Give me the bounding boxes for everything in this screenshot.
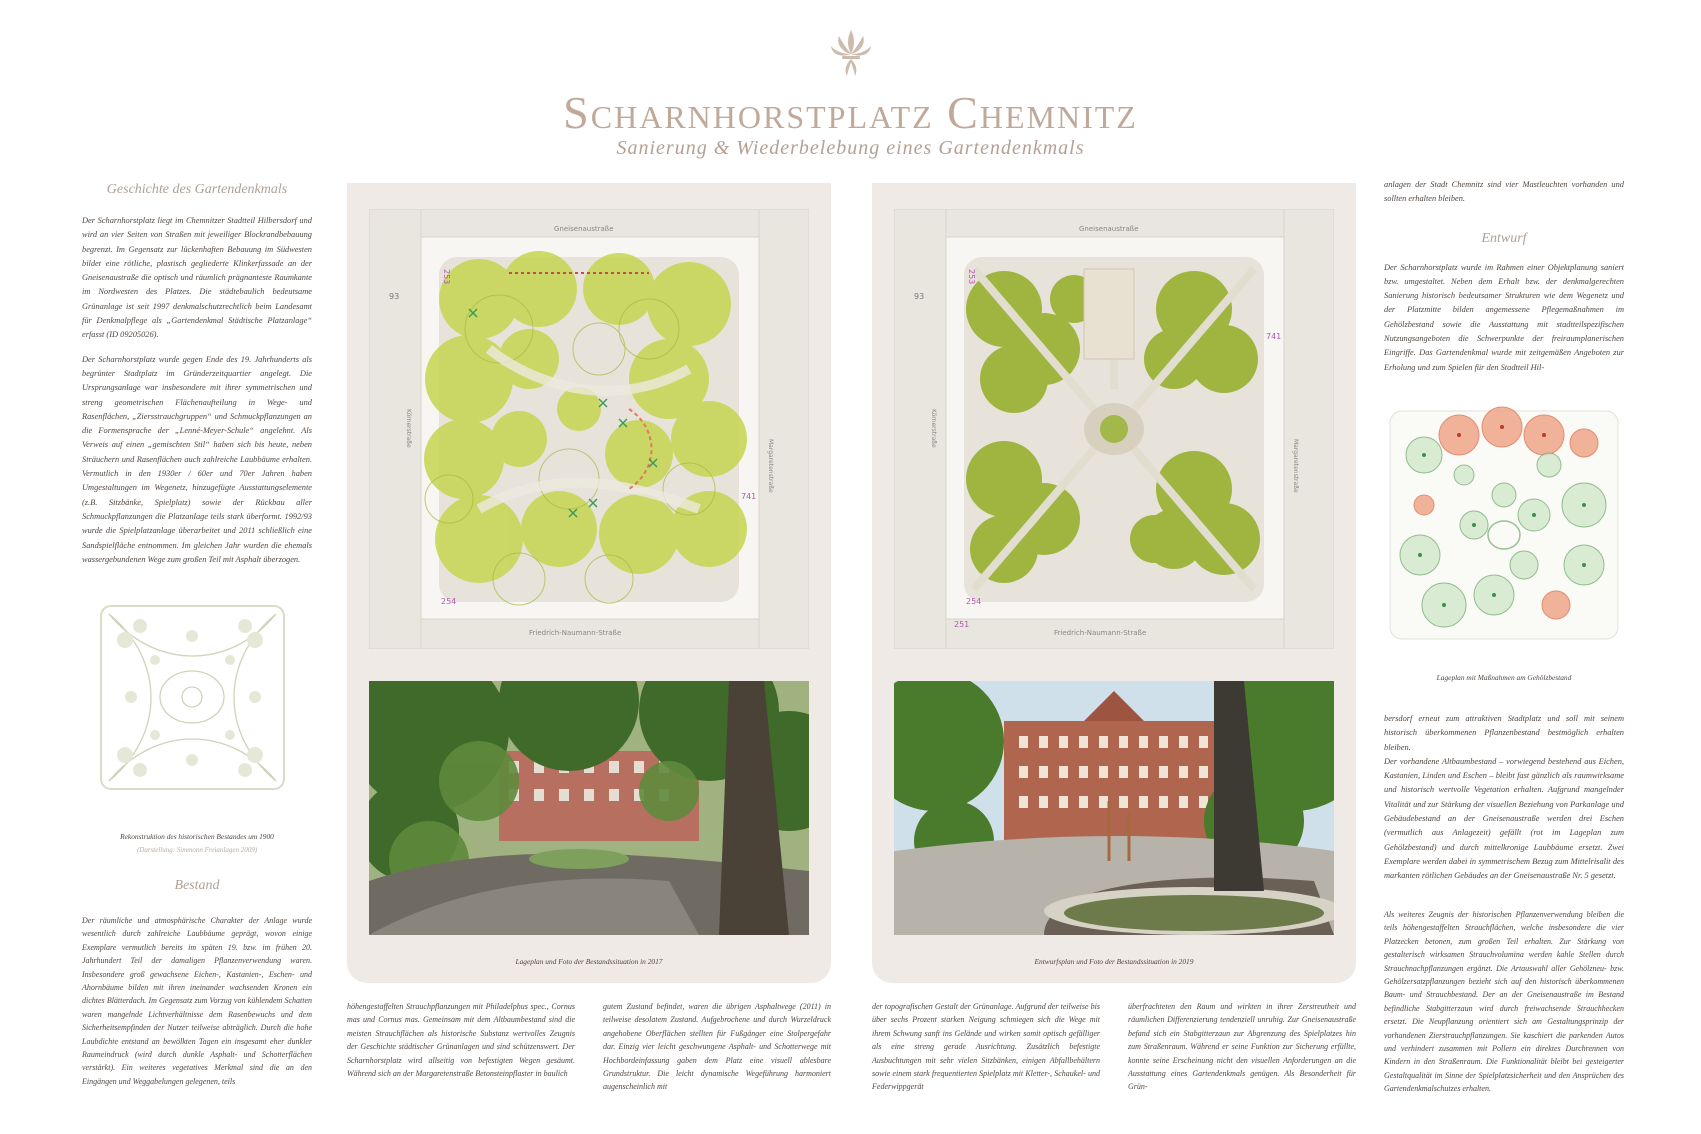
reconstruction-caption: Rekonstruktion des historischen Bestandes um 1900 bbox=[120, 832, 274, 841]
site-plan-existing bbox=[369, 209, 809, 649]
svg-text:251: 251 bbox=[954, 620, 970, 629]
site-plan-existing-graphic bbox=[369, 209, 809, 649]
svg-text:Friedrich-Naumann-Straße: Friedrich-Naumann-Straße bbox=[529, 629, 622, 637]
paragraph-right-top: anlagen der Stadt Chemnitz sind vier Mastleuchten vorhanden und sollten erhalten bleiben. bbox=[1384, 180, 1624, 204]
page-subtitle: Sanierung & Wiederbelebung eines Gartendenkmals bbox=[616, 137, 1085, 159]
paragraph-right-bottom: Als weiteres Zeugnis der historischen Pflanzenverwendung bleiben die teils höhengestaffelten Strauchflächen, welche insbesondere die vier Platzecken betonen, zum großen Teil erhalten. Zur Stärkung von gestalterisch wirksamen Strauchvolumina werden kahle Stellen durch Strauchnachpflanzungen ergänzt. Die Artauswahl aller Gehölzneu- bzw. Gehölzersatzpflanzungen bezieht sich auf den historisch überkommenen Baum- und Strauchbestand. Der an der Gneisenaustraße im Bestand befindliche Stabgitterzaun wird durch freiwachsende Strauchhecken ersetzt. Die Neupflanzung orientiert sich am Gestaltungsprinzip der vorhandenen Zierstrauchpflanzungen. Sie kaschiert die parkenden Autos und verhindert zusammen mit Pollern ein direktes Durchrennen von Kindern in den Straßenraum. Die Funktionalität bleibt bei gesteigerter Gestaltqualität im Sinne der Spielplatzsicherheit und den Ansprüchen des Gartendenkmalschutzes erhalten. bbox=[1384, 910, 1624, 1094]
heading-entwurf: Entwurf bbox=[1481, 230, 1527, 246]
map-caption: Lageplan mit Maßnahmen am Gehölzbestand bbox=[1436, 673, 1572, 682]
tree-measures-map bbox=[1384, 405, 1624, 645]
svg-text:254: 254 bbox=[441, 597, 457, 606]
site-plan-design-graphic bbox=[894, 209, 1334, 649]
panel2-caption: Entwurfsplan und Foto der Bestandssituation in 2019 bbox=[1034, 957, 1194, 966]
right-column-lower bbox=[1384, 712, 1624, 894]
svg-text:254: 254 bbox=[966, 597, 982, 606]
center-text-col2: gutem Zustand befindet, waren die übrigen Asphaltwege (2011) in teilweise desolatem Zustand. Aufgebrochene und durch Wurzeldruck angehobene Oberflächen stellten für Fußgänger eine Stolpergefahr dar. Einzig vier leicht geschwungene Asphalt- und Schotterwege mit Hochbordeinfassung gaben dem Platz eine visuell ablesbare Grundstruktur. Die leicht dynamische Wegeführung harmoniert augenscheinlich mit bbox=[603, 1002, 831, 1092]
svg-text:Friedrich-Naumann-Straße: Friedrich-Naumann-Straße bbox=[1054, 629, 1147, 637]
historical-reconstruction-drawing bbox=[95, 600, 290, 795]
svg-text:253: 253 bbox=[967, 269, 976, 285]
svg-text:Körnerstraße: Körnerstraße bbox=[405, 409, 412, 448]
right-column bbox=[1384, 178, 1624, 385]
right-column-bottom bbox=[1384, 900, 1624, 1104]
svg-text:Gneisenaustraße: Gneisenaustraße bbox=[1079, 225, 1139, 233]
svg-text:Margaretenstraße: Margaretenstraße bbox=[767, 439, 774, 493]
svg-text:Körnerstraße: Körnerstraße bbox=[930, 409, 937, 448]
svg-text:253: 253 bbox=[442, 269, 451, 285]
photo-2017 bbox=[369, 681, 809, 935]
panel-bestand-2017 bbox=[347, 183, 831, 983]
svg-text:93: 93 bbox=[389, 292, 400, 301]
svg-text:93: 93 bbox=[914, 292, 925, 301]
paragraph-bestand: Der räumliche und atmosphärische Charakter der Anlage wurde wesentlich durch zahlreiche Laubbäume geprägt, wovon einige Exemplare vermutlich bereits im späten 19. bzw. im frühen 20. Jahrhundert Teil der damaligen Pflanzenverwendung waren. Insbesondere groß gewachsene Eichen-, Kastanien-, Eschen- und Ahornbäume bilden mit ihren ineinander wachsenden Kronen ein dichtes Blätterdach. Im Gegensatz zum Vorzug von kühlendem Schatten waren mangelnde Lichtverhältnisse dem Rasenbewuchs und dem Sicherheitsempfinden der Nutzer teilweise abträglich. Durch die hohe Laubdichte entstand an bewölkten Tagen ein insgesamt eher dunkler Raumeindruck (wird durch dunkle Asphalt- und Schotterflächen verstärkt). Ein weiteres vegetatives Merkmal sind die an den Eingängen und Weggabelungen gelegenen, teils bbox=[82, 916, 312, 1086]
site-plan-design bbox=[894, 209, 1334, 649]
fleur-ornament-icon bbox=[830, 28, 872, 82]
svg-text:Margaretenstraße: Margaretenstraße bbox=[1292, 439, 1299, 493]
photo-2019 bbox=[894, 681, 1334, 935]
page-title: Scharnhorstplatz Chemnitz bbox=[563, 87, 1138, 138]
svg-text:741: 741 bbox=[1266, 332, 1282, 341]
paragraph-right-mid2: Der vorhandene Altbaumbestand – vorwiegend bestehend aus Eichen, Kastanien, Linden und Eschen – bleibt fast gänzlich als raumwirksame und historisch wertvolle Vegetation erhalten. Aufgrund mangelnder Vitalität und zur Stärkung der visuellen Beziehung von Parkanlage und Gebäudebestand an der Gneisenaustraße werden drei Eschen (vermutlich aus Anlagezeit) gefällt (rot im Lageplan zum Gehölzbestand) und durch mittelkronige Laubbäume ersetzt. Zwei Exemplare werden dabei in symmetrischem Bezug zum Mittelrisalit des markanten rötlichen Gebäudes an der Gneisenaustraße Nr. 5 gesetzt. bbox=[1384, 756, 1624, 881]
paragraph-right-mid1: bersdorf erneut zum attraktiven Stadtplatz und soll mit seinem historisch überkommenen Pflanzenbestand bestmöglich erhalten bleiben. bbox=[1384, 714, 1624, 752]
svg-text:741: 741 bbox=[741, 492, 757, 501]
center-text-col3: der topografischen Gestalt der Grünanlage. Aufgrund der teilweise bis über sechs Prozent starken Neigung schmiegen sich die Wege mit ihrem Schwung sanft ins Gelände und wirken somit optisch gefälliger als eine streng gerade Ausrichtung. Zusätzlich befestigte Ausbuchtungen mit sehr vielen Sitzbänken, einigen Abfallbehältern sowie einem stark frequentierten Spielplatz mit Kletter-, Schaukel- und Federwippgerät bbox=[872, 1002, 1100, 1092]
paragraph-history-1: Der Scharnhorstplatz liegt im Chemnitzer Stadtteil Hilbersdorf und wird an vier Seiten von Straßen mit jeweiliger Blockrandbebauung begrenzt. Im Gegensatz zur lückenhaften Bebauung im Südwesten bildet eine rötliche, plastisch gegliederte Klinkerfassade an der Gneisenaustraße die optisch und räumlich prägnanteste Raumkante im Nordwesten des Platzes. Die städtebaulich bedeutsame Grünanlage ist seit 1997 denkmalschutzrechtlich beim Landesamt für Denkmalpflege als „Gartendenkmal Städtische Platzanlage“ erfasst (ID 09205026). bbox=[82, 216, 312, 340]
paragraph-history-2: Der Scharnhorstplatz wurde gegen Ende des 19. Jahrhunderts als begrünter Stadtplatz im Gründerzeitquartier angelegt. Die Ursprungsanlage war insbesondere mit ihrer symmetrischen und streng geometrischen Flächenaufteilung in Wege- und Rasenflächen, „Ziersstrauchgruppen“ und Schmuckpflanzungen an die Formensprache der „Lenné-Meyer-Schule“ angelehnt. Als Verweis auf einen „gemischten Stil“ haben sich bis heute, neben Sträuchern und Rasenflächen auch zahlreiche Laubbäume erhalten. Vermutlich in den 1930er / 60er und 70er Jahren haben Umgestaltungen im Wegenetz, hinzugefügte Ausstattungselemente (z.B. Sitzbänke, Spielplatz) sowie der Rückbau aller Schmuckpflanzungen die Platzanlage teils stark überformt. 1992/93 wurde die Spielplatzanlage überarbeitet und 2011 schließlich eine Sandspielfläche entnommen. Im gleichen Jahr wurden die ehemals wassergebundenen Wege zum großen Teil mit Asphalt überzogen. bbox=[82, 354, 312, 564]
panel-entwurf-2019 bbox=[872, 183, 1356, 983]
svg-text:Gneisenaustraße: Gneisenaustraße bbox=[554, 225, 614, 233]
reconstruction-credit: (Darstellung: Simmonn Freianlagen 2009) bbox=[136, 846, 258, 854]
left-column bbox=[82, 182, 312, 577]
heading-bestand: Bestand bbox=[174, 878, 220, 893]
center-text-col1: höhengestaffelten Strauchpflanzungen mit Philadelphus spec., Cornus mas und Cornus mas. Gemeinsam mit dem Altbaumbestand sind die meisten Strauchflächen als historische Substanz wertvolles Zeugnis der Geschichte städtischer Grünanlagen und sind schützenswert. Der Scharnhorstplatz wird allseitig von befestigten Wegen gesäumt. Während sich an der Margaretenstraße Betonsteinpflaster in baulich bbox=[347, 1002, 575, 1079]
heading-history: Geschichte des Gartendenkmals bbox=[106, 182, 288, 197]
center-text-col4: überfrachteten den Raum und wirkten in ihrer Zerstreutheit und räumlichen Differenzierung tendenziell unruhig. Zur Gneisenaustraße befand sich ein Stabgitterzaun zur Abgrenzung des Spielplatzes hin zum Straßenraum. Während er seine Funktion zur Sicherung erfüllte, konnte seine Erscheinung nicht den visuellen Anforderungen an die Ausstattung eines Gartendenkmals genügen. Als Besonderheit für Grün- bbox=[1128, 1002, 1356, 1092]
paragraph-entwurf: Der Scharnhorstplatz wurde im Rahmen einer Objektplanung saniert bzw. umgestaltet. Neben dem Erhalt bzw. der denkmalgerechten Sanierung historisch bedeutsamer Strukturen wie dem Wegenetz und der Platzmitte bilden angemessene Pflegemaßnahmen im Gehölzbestand sowie die Ausstattung mit stadtteilspezifischen Nutzungsangeboten die Schwerpunkte der freiraumplanerischen Eingriffe. Das Gartendenkmal wurde mit zeitgemäßen Angeboten zur Erholung und zum Spielen für den Stadtteil Hil- bbox=[1384, 262, 1624, 372]
left-column-bestand bbox=[82, 878, 312, 1096]
panel1-caption: Lageplan und Foto der Bestandssituation in 2017 bbox=[515, 957, 663, 966]
